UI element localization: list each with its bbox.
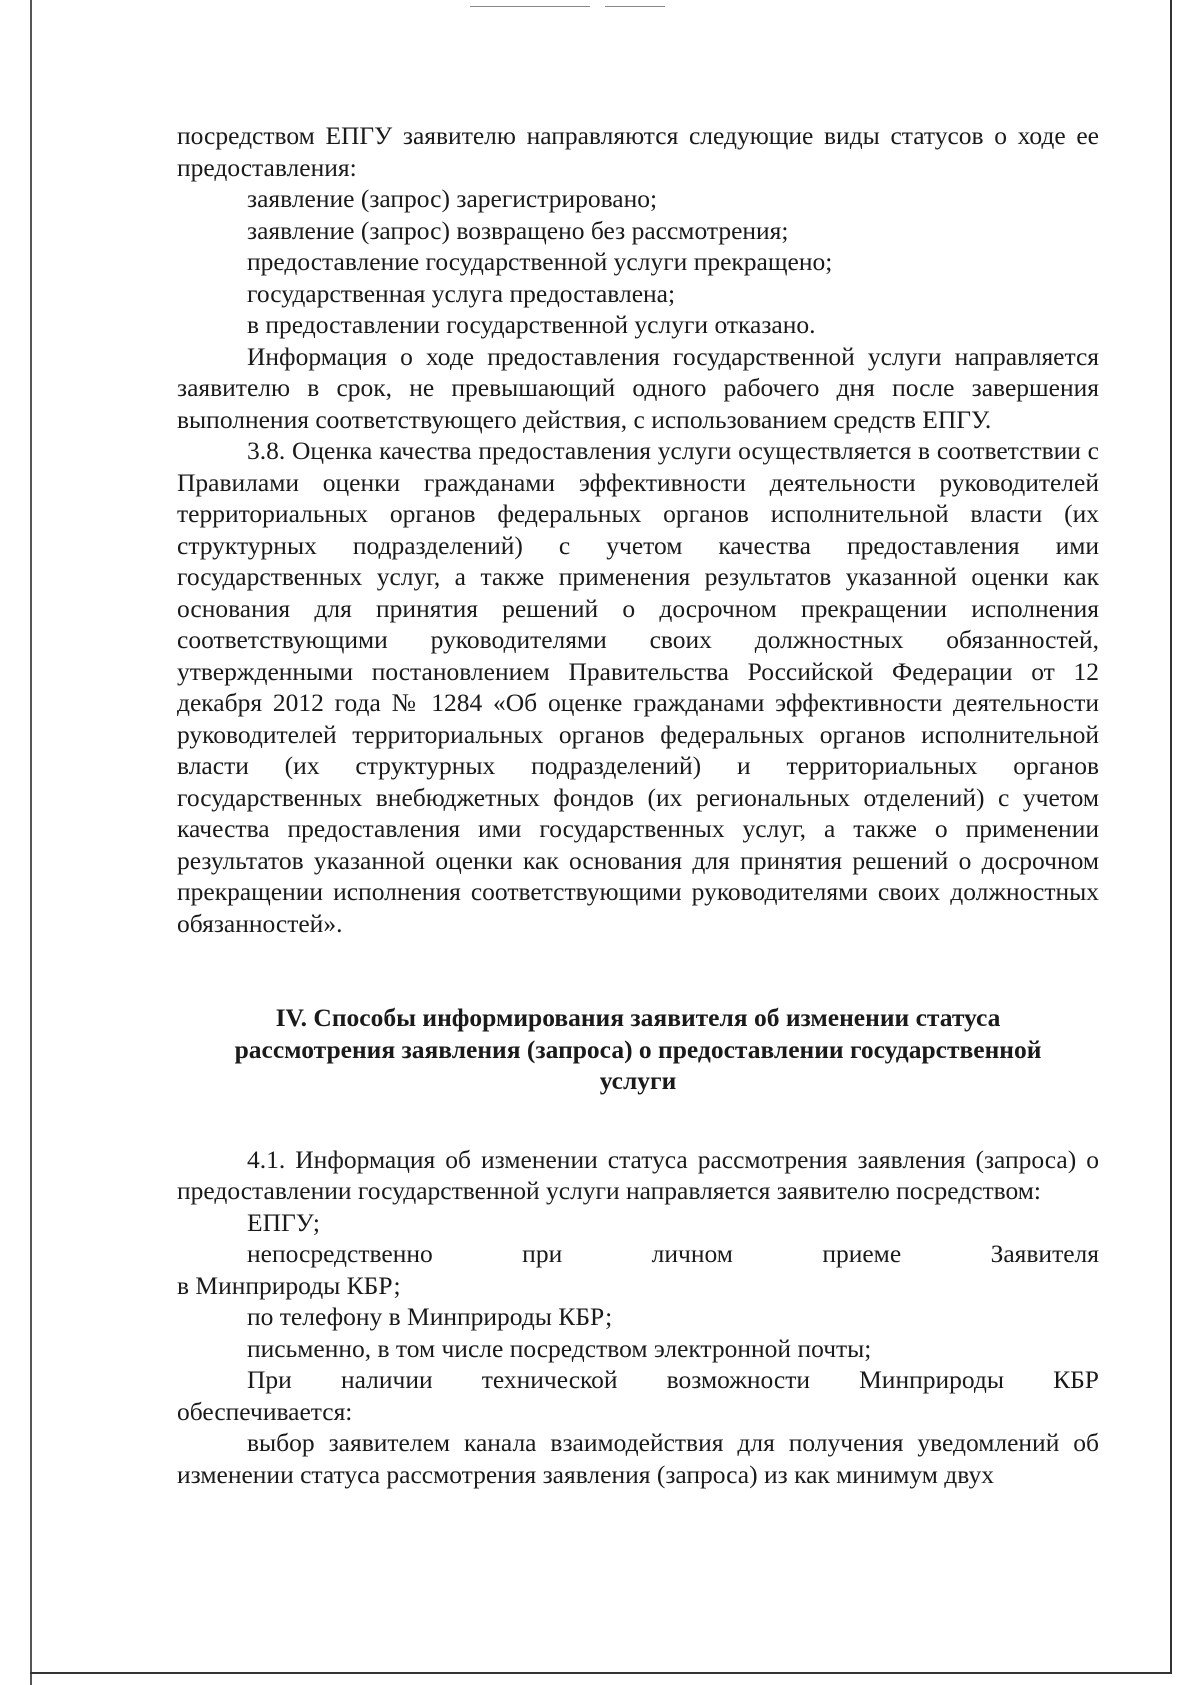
page-border-left <box>30 0 32 1685</box>
status-item: заявление (запрос) возвращено без рассмотрения; <box>247 215 789 245</box>
scan-artifact-line <box>605 6 665 7</box>
channel-item: по телефону в Минприроды КБР; <box>247 1302 613 1331</box>
spacer <box>177 1097 1099 1144</box>
document-body <box>177 120 1099 1490</box>
channel-item: письменно, в том числе посредством электронной почты; <box>247 1333 872 1363</box>
status-item: заявление (запрос) зарегистрировано; <box>247 184 658 213</box>
info-paragraph: Информация о ходе предоставления государственной услуги направляется заявителю в срок, не превышающий одного рабочего дня после завершения выполнения соответствующего действия, с использованием средств ЕПГУ. <box>177 341 1099 434</box>
status-item: предоставление государственной услуги прекращено; <box>247 247 833 276</box>
status-item: в предоставлении государственной услуги отказано. <box>247 310 816 339</box>
page-border-bottom <box>30 1672 1172 1674</box>
paragraph-3-8: 3.8. Оценка качества предоставления услуги осуществляется в соответствии с Правилами оценки гражданами эффективности деятельности руководителей территориальных органов федеральных органов исполнительной власти (их структурных подразделений) с учетом качества предоставления ими государственных услуг, а также применения результатов указанной оценки как основания для принятия решений о досрочном прекращении исполнения соответствующими руководителями своих должностных обязанностей, утвержденными постановлением Правительства Российской Федерации от 12 декабря 2012 года № 1284 «Об оценке гражданами эффективности деятельности руководителей территориальных органов федеральных органов исполнительной власти (их структурных подразделений) и территориальных органов государственных внебюджетных фондов (их региональных отделений) с учетом качества предоставления ими государственных услуг, а также о применении результатов указанной оценки как основания для принятия решений о досрочном прекращении исполнения соответствующими руководителями своих должностных обязанностей». <box>177 436 1099 938</box>
scan-artifact-line <box>470 6 590 7</box>
section-heading-line: IV. Способы информирования заявителя об изменении статуса <box>275 1003 1001 1032</box>
status-item: государственная услуга предоставлена; <box>247 278 676 308</box>
page-border-right <box>1170 0 1172 1672</box>
channel-item: непосредственно при личном приеме Заявителя <box>247 1239 1099 1268</box>
spacer <box>177 939 1099 1002</box>
channel-item: ЕПГУ; <box>247 1207 320 1237</box>
paragraph-4-1: 4.1. Информация об изменении статуса рассмотрения заявления (запроса) о предоставлении государственной услуги направляется заявителю посредством: <box>177 1144 1099 1205</box>
section-heading <box>177 1002 1099 1097</box>
channel-item-continuation: в Минприроды КБР; <box>177 1270 401 1300</box>
section-heading-line: рассмотрения заявления (запроса) о предоставлении государственной <box>234 1034 1042 1064</box>
intro-paragraph: посредством ЕПГУ заявителю направляются следующие виды статусов о ходе ее предоставления: <box>177 121 1099 182</box>
section-heading-line: услуги <box>599 1066 677 1095</box>
tech-possibility-continuation: обеспечивается: <box>177 1396 353 1426</box>
tech-possibility-line: При наличии технической возможности Минприроды КБР <box>247 1365 1099 1394</box>
choice-paragraph: выбор заявителем канала взаимодействия для получения уведомлений об изменении статуса рассмотрения заявления (запроса) из как минимум двух <box>177 1428 1099 1489</box>
